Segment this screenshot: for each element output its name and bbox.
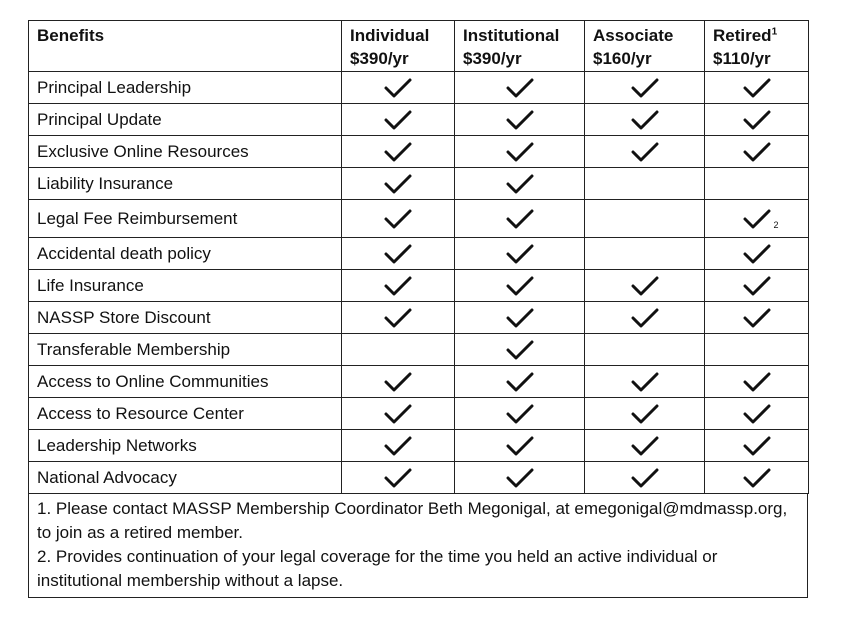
column-header-associate	[585, 21, 705, 72]
column-price: $160/yr	[593, 49, 652, 68]
benefit-label: Leadership Networks	[29, 430, 342, 462]
checkmark-icon	[383, 77, 413, 99]
checkmark-icon	[742, 467, 772, 489]
checkmark-icon	[383, 275, 413, 297]
cell-retired	[705, 334, 809, 366]
cell-retired	[705, 366, 809, 398]
checkmark-icon	[630, 435, 660, 457]
benefit-label: National Advocacy	[29, 462, 342, 494]
column-price: $390/yr	[463, 49, 522, 68]
cell-retired	[705, 136, 809, 168]
cell-institutional	[455, 398, 585, 430]
cell-institutional	[455, 270, 585, 302]
checkmark-icon	[742, 403, 772, 425]
benefit-label: Access to Resource Center	[29, 398, 342, 430]
checkmark-icon	[630, 467, 660, 489]
checkmark-icon	[742, 141, 772, 163]
checkmark-icon	[630, 141, 660, 163]
column-header-retired	[705, 21, 809, 72]
checkmark-icon	[383, 403, 413, 425]
benefit-label: Liability Insurance	[29, 168, 342, 200]
footnote-marker: 2	[773, 219, 779, 230]
checkmark-icon	[383, 208, 413, 230]
checkmark-icon	[505, 77, 535, 99]
benefit-label: Accidental death policy	[29, 238, 342, 270]
cell-individual	[342, 302, 455, 334]
footnote-2: 2. Provides continuation of your legal coverage for the time you held an active individual or institutional membership without a lapse.	[37, 547, 718, 590]
column-header-individual	[342, 21, 455, 72]
cell-retired	[705, 104, 809, 136]
cell-institutional	[455, 238, 585, 270]
checkmark-icon	[383, 243, 413, 265]
benefit-row	[29, 168, 809, 200]
footnotes	[28, 494, 808, 598]
cell-retired	[705, 238, 809, 270]
cell-associate	[585, 168, 705, 200]
cell-institutional	[455, 168, 585, 200]
cell-retired	[705, 270, 809, 302]
checkmark-icon	[383, 435, 413, 457]
cell-associate	[585, 72, 705, 104]
checkmark-icon	[742, 435, 772, 457]
cell-retired	[705, 168, 809, 200]
footnote-1: 1. Please contact MASSP Membership Coordinator Beth Megonigal, at emegonigal@mdmassp.org, to join as a retired member.	[37, 499, 788, 542]
checkmark-icon	[630, 109, 660, 131]
benefit-label: Exclusive Online Resources	[29, 136, 342, 168]
benefit-row	[29, 72, 809, 104]
cell-individual	[342, 168, 455, 200]
column-name: Individual	[350, 26, 430, 45]
cell-individual	[342, 270, 455, 302]
cell-institutional	[455, 302, 585, 334]
cell-retired	[705, 462, 809, 494]
checkmark-icon	[505, 141, 535, 163]
benefit-label: Life Insurance	[29, 270, 342, 302]
cell-institutional	[455, 200, 585, 238]
cell-institutional	[455, 462, 585, 494]
footnote-marker: 1	[771, 26, 778, 38]
checkmark-icon	[630, 371, 660, 393]
cell-associate	[585, 136, 705, 168]
cell-associate	[585, 430, 705, 462]
column-name: Associate	[593, 26, 674, 45]
cell-associate	[585, 398, 705, 430]
cell-retired	[705, 72, 809, 104]
checkmark-icon	[505, 435, 535, 457]
benefit-row	[29, 366, 809, 398]
benefit-row	[29, 398, 809, 430]
benefit-label: Principal Update	[29, 104, 342, 136]
checkmark-icon	[383, 307, 413, 329]
benefit-rows	[29, 72, 809, 494]
benefit-row	[29, 136, 809, 168]
checkmark-icon	[505, 243, 535, 265]
column-name-wrap	[713, 24, 800, 47]
checkmark-icon	[505, 109, 535, 131]
cell-associate	[585, 200, 705, 238]
benefit-label: Legal Fee Reimbursement	[29, 200, 342, 238]
benefit-label: NASSP Store Discount	[29, 302, 342, 334]
checkmark-icon	[630, 403, 660, 425]
checkmark-icon	[630, 307, 660, 329]
cell-associate	[585, 366, 705, 398]
checkmark-icon	[383, 141, 413, 163]
cell-individual	[342, 200, 455, 238]
cell-associate	[585, 302, 705, 334]
column-name: Institutional	[463, 26, 560, 45]
cell-institutional	[455, 366, 585, 398]
cell-associate	[585, 334, 705, 366]
cell-individual	[342, 430, 455, 462]
checkmark-icon	[505, 371, 535, 393]
benefit-row	[29, 104, 809, 136]
benefits-header: Benefits	[29, 21, 342, 72]
cell-retired	[705, 302, 809, 334]
cell-associate	[585, 270, 705, 302]
checkmark-icon	[383, 109, 413, 131]
benefits-table	[28, 20, 809, 494]
checkmark-icon	[505, 403, 535, 425]
benefit-row	[29, 462, 809, 494]
column-price: $390/yr	[350, 49, 409, 68]
column-name: Retired	[713, 26, 772, 45]
cell-individual	[342, 398, 455, 430]
checkmark-icon	[505, 208, 535, 230]
benefit-label: Access to Online Communities	[29, 366, 342, 398]
checkmark-icon	[742, 275, 772, 297]
checkmark-icon	[505, 339, 535, 361]
checkmark-icon	[742, 208, 772, 230]
benefit-row	[29, 430, 809, 462]
cell-retired	[705, 398, 809, 430]
benefit-row	[29, 334, 809, 366]
checkmark-icon	[505, 173, 535, 195]
cell-institutional	[455, 72, 585, 104]
checkmark-icon	[383, 467, 413, 489]
checkmark-icon	[742, 243, 772, 265]
checkmark-icon	[383, 173, 413, 195]
benefit-label: Principal Leadership	[29, 72, 342, 104]
benefit-row	[29, 270, 809, 302]
checkmark-icon	[742, 77, 772, 99]
checkmark-icon	[630, 77, 660, 99]
cell-individual	[342, 462, 455, 494]
benefit-row	[29, 238, 809, 270]
checkmark-icon	[742, 307, 772, 329]
checkmark-icon	[742, 371, 772, 393]
cell-associate	[585, 104, 705, 136]
column-price: $110/yr	[713, 49, 771, 68]
checkmark-icon	[630, 275, 660, 297]
cell-individual	[342, 334, 455, 366]
header-row	[29, 21, 809, 72]
checkmark-icon	[505, 307, 535, 329]
benefit-label: Transferable Membership	[29, 334, 342, 366]
cell-retired	[705, 430, 809, 462]
checkmark-icon	[505, 275, 535, 297]
cell-individual	[342, 136, 455, 168]
cell-individual	[342, 104, 455, 136]
cell-individual	[342, 238, 455, 270]
checkmark-icon	[505, 467, 535, 489]
cell-institutional	[455, 334, 585, 366]
membership-benefits-sheet	[28, 20, 808, 598]
cell-individual	[342, 366, 455, 398]
checkmark-icon	[742, 109, 772, 131]
cell-associate	[585, 238, 705, 270]
benefit-row	[29, 302, 809, 334]
cell-individual	[342, 72, 455, 104]
cell-associate	[585, 462, 705, 494]
cell-institutional	[455, 430, 585, 462]
checkmark-icon	[383, 371, 413, 393]
cell-institutional	[455, 104, 585, 136]
cell-institutional	[455, 136, 585, 168]
column-header-institutional	[455, 21, 585, 72]
cell-retired	[705, 200, 809, 238]
benefit-row	[29, 200, 809, 238]
